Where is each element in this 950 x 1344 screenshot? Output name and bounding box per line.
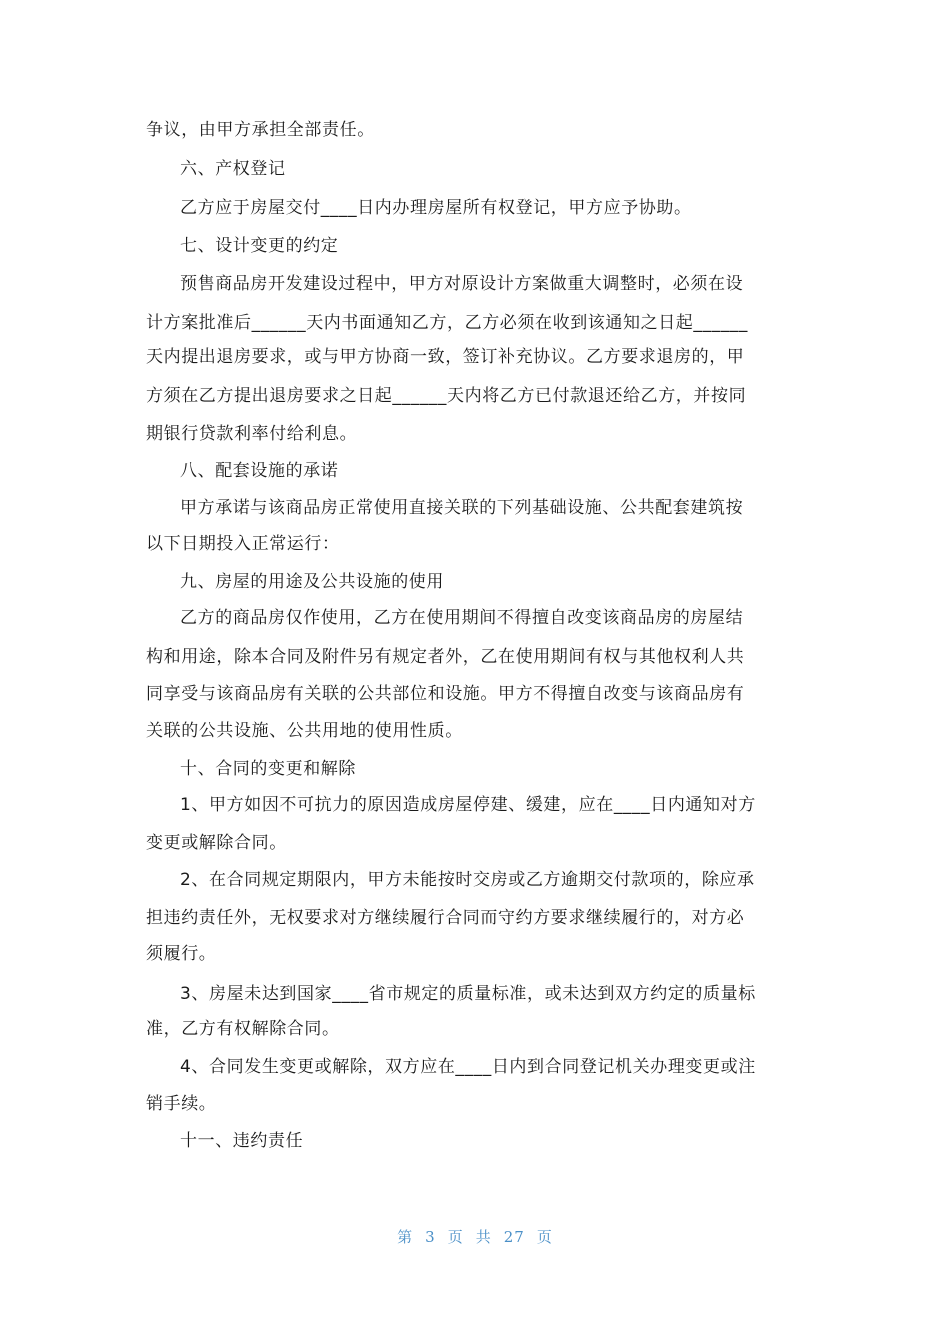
paragraph-line: 乙方应于房屋交付____日内办理房屋所有权登记，甲方应予协助。 [180, 198, 692, 218]
paragraph-line: 同享受与该商品房有关联的公共部位和设施。甲方不得擅自改变与该商品房有 [146, 684, 745, 704]
paragraph-line: 乙方的商品房仅作使用，乙方在使用期间不得擅自改变该商品房的房屋结 [180, 608, 744, 628]
section-heading: 六、产权登记 [180, 159, 286, 179]
paragraph-line: 预售商品房开发建设过程中，甲方对原设计方案做重大调整时，必须在设 [180, 274, 744, 294]
paragraph-line: 争议，由甲方承担全部责任。 [146, 120, 375, 140]
paragraph-line: 以下日期投入正常运行： [146, 534, 340, 554]
section-heading: 八、配套设施的承诺 [180, 461, 339, 481]
paragraph-line: 甲方承诺与该商品房正常使用直接关联的下列基础设施、公共配套建筑按 [180, 498, 744, 518]
paragraph-line: 计方案批准后______天内书面通知乙方，乙方必须在收到该通知之日起______ [146, 313, 748, 333]
paragraph-line: 1、甲方如因不可抗力的原因造成房屋停建、缓建，应在____日内通知对方 [180, 795, 756, 815]
section-heading: 十、合同的变更和解除 [180, 759, 356, 779]
footer-ye2: 页 [536, 1228, 553, 1246]
paragraph-line: 须履行。 [146, 944, 217, 964]
paragraph-line: 期银行贷款利率付给利息。 [146, 424, 358, 444]
paragraph-line: 天内提出退房要求，或与甲方协商一致，签订补充协议。乙方要求退房的，甲 [146, 347, 745, 367]
section-heading: 十一、违约责任 [180, 1131, 304, 1151]
paragraph-line: 2、在合同规定期限内，甲方未能按时交房或乙方逾期交付款项的，除应承 [180, 870, 755, 890]
section-heading: 七、设计变更的约定 [180, 236, 339, 256]
paragraph-line: 方须在乙方提出退房要求之日起______天内将乙方已付款退还给乙方，并按同 [146, 386, 747, 406]
paragraph-line: 销手续。 [146, 1094, 217, 1114]
footer-gong: 共 [475, 1228, 492, 1246]
paragraph-line: 构和用途，除本合同及附件另有规定者外，乙在使用期间有权与其他权利人共 [146, 647, 745, 667]
footer-total-pages: 27 [503, 1228, 525, 1246]
paragraph-line: 担违约责任外，无权要求对方继续履行合同而守约方要求继续履行的，对方必 [146, 908, 745, 928]
paragraph-line: 变更或解除合同。 [146, 833, 287, 853]
section-heading: 九、房屋的用途及公共设施的使用 [180, 572, 444, 592]
page-footer [0, 1226, 950, 1247]
paragraph-line: 准，乙方有权解除合同。 [146, 1019, 340, 1039]
footer-page-number: 3 [425, 1228, 436, 1246]
paragraph-line: 4、合同发生变更或解除，双方应在____日内到合同登记机关办理变更或注 [180, 1057, 756, 1077]
paragraph-line: 3、房屋未达到国家____省市规定的质量标准，或未达到双方约定的质量标 [180, 984, 756, 1004]
footer-di: 第 [397, 1228, 414, 1246]
footer-ye: 页 [447, 1228, 464, 1246]
paragraph-line: 关联的公共设施、公共用地的使用性质。 [146, 721, 463, 741]
